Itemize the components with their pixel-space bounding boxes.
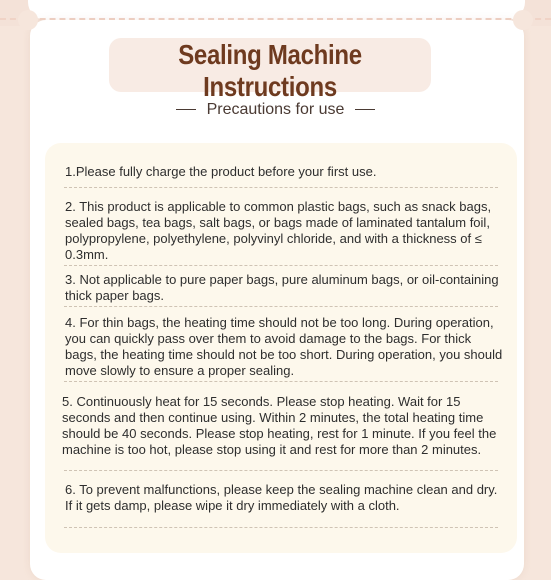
card-notch-right: [513, 10, 533, 30]
item-divider: [64, 265, 498, 266]
heading-rule-left: [176, 109, 196, 110]
page-title: Sealing Machine Instructions: [178, 39, 362, 104]
previous-card-edge: [28, 0, 525, 20]
item-divider: [64, 381, 498, 382]
section-heading: [0, 101, 551, 119]
heading-rule-right: [355, 109, 375, 110]
item-divider: [64, 527, 498, 528]
section-heading-text: Precautions for use: [206, 101, 345, 118]
item-divider: [64, 470, 498, 471]
instruction-item: 4. For thin bags, the heating time should not be too long. During operation, you can quickly pass over them to avoid damage to the bags. For thick bags, the heating time should not be too short. During operation, you should move slowly to ensure a proper sealing.: [65, 315, 503, 378]
instruction-item: 1.Please fully charge the product before your first use.: [65, 164, 377, 179]
instruction-item: 6. To prevent malfunctions, please keep the sealing machine clean and dry. If it gets damp, please wipe it dry immediately with a cloth.: [65, 482, 498, 513]
instruction-item: 3. Not applicable to pure paper bags, pure aluminum bags, or oil-containing thick paper bags.: [65, 272, 499, 303]
instruction-item: 2. This product is applicable to common plastic bags, such as snack bags, sealed bags, tea bags, salt bags, or bags made of laminated tantalum foil, polypropylene, polyethylene, polyvinyl chloride, and with a thickness of ≤ 0.3mm.: [65, 199, 492, 262]
instruction-item: 5. Continuously heat for 15 seconds. Please stop heating. Wait for 15 seconds and then continue using. Within 2 minutes, the total heating time should be 40 seconds. Please stop heating, rest for 1 minute. If you feel the machine is too hot, please stop using it and rest for more than 2 minutes.: [62, 394, 497, 457]
card-notch-left: [18, 10, 38, 30]
item-divider: [64, 306, 498, 307]
item-divider: [64, 187, 498, 188]
